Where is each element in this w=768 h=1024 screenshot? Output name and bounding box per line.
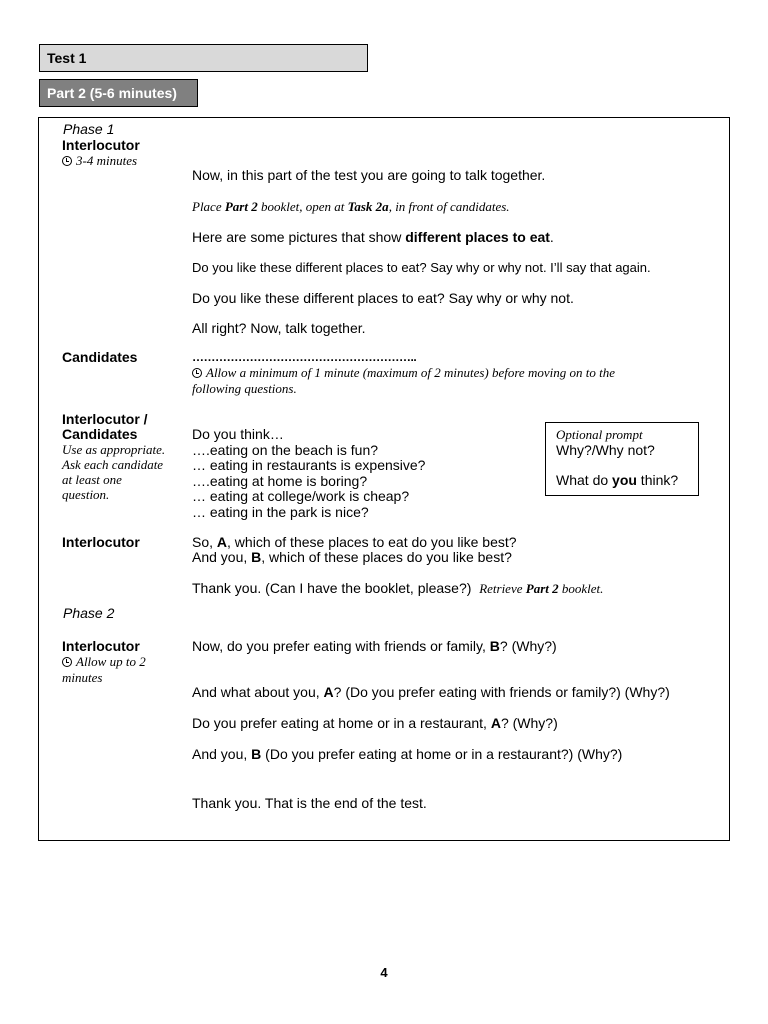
use-note-2: Ask each candidate: [62, 457, 164, 472]
phase2-question-2: [192, 684, 670, 700]
use-note-3: at least one: [62, 472, 122, 487]
allow-text-1: Allow a minimum of 1 minute (maximum of 2 minutes) before moving on to the: [206, 365, 615, 380]
p2q1-bold: B: [489, 638, 500, 654]
think-intro: Do you think…: [192, 426, 284, 442]
p2q2-bold: A: [323, 684, 334, 700]
question-1: ….eating on the beach is fun?: [192, 442, 379, 458]
p2q3-post: ? (Why?): [500, 715, 558, 731]
phase1-line5: All right? Now, talk together.: [192, 320, 366, 336]
optional-prompt-title: Optional prompt: [556, 427, 643, 442]
p2q1-pre: Now, do you prefer eating with friends or family,: [192, 638, 490, 654]
prompt-l2-pre: What do: [556, 472, 613, 488]
candidates-label: Candidates: [62, 349, 138, 365]
phase1-line3: Do you like these different places to eat? Say why or why not. I’ll say that again.: [192, 260, 651, 275]
so-bold: A: [216, 534, 228, 550]
phase2-role: Interlocutor: [62, 638, 140, 654]
phase2-question-3: [192, 715, 558, 731]
candidates-label-2: Candidates: [62, 426, 138, 442]
phase1-line2: [192, 229, 554, 245]
prompt-l2-bold: you: [612, 472, 637, 488]
question-5: … eating in the park is nice?: [192, 504, 369, 520]
test-title: Test 1: [39, 44, 368, 72]
clock-icon: [62, 657, 72, 667]
question-4: … eating at college/work is cheap?: [192, 488, 410, 504]
phase1-label: Phase 1: [63, 121, 115, 137]
retrieve-post: booklet.: [558, 581, 604, 596]
end-line: Thank you. That is the end of the test.: [192, 795, 427, 811]
p2q4-pre: And you,: [192, 746, 252, 762]
and-pre: And you,: [192, 549, 252, 565]
question-3: ….eating at home is boring?: [192, 473, 368, 489]
page-number: 4: [380, 965, 388, 980]
line2-bold: different places to eat: [405, 229, 550, 245]
retrieve-note: [479, 581, 603, 596]
and-question: [192, 549, 512, 565]
phase1-time-text: 3-4 minutes: [76, 153, 138, 168]
use-note-1: Use as appropriate.: [62, 442, 166, 457]
phase2-label: Phase 2: [63, 605, 115, 621]
p2q1-post: ? (Why?): [499, 638, 557, 654]
instr-mid: booklet, open at: [257, 199, 348, 214]
so-pre: So,: [192, 534, 217, 550]
instr-pre: Place: [192, 199, 225, 214]
phase1-role: Interlocutor: [62, 137, 140, 153]
p2q2-pre: And what about you,: [192, 684, 324, 700]
allow-note-2: following questions.: [192, 381, 297, 396]
dotted-line: …………………………………………………..: [192, 350, 417, 364]
prompt-l2-post: think?: [636, 472, 679, 488]
prompt-line-1: Why?/Why not?: [556, 442, 655, 458]
p2q2-post: ? (Do you prefer eating with friends or family?) (Why?): [333, 684, 670, 700]
allow-note-1: [192, 365, 615, 381]
instr-task: Task 2a: [347, 199, 389, 214]
line2-pre: Here are some pictures that show: [192, 229, 406, 245]
retrieve-bold: Part 2: [525, 581, 559, 596]
question-2: … eating in restaurants is expensive?: [192, 457, 426, 473]
p2q4-post: (Do you prefer eating at home or in a restaurant?) (Why?): [261, 746, 623, 762]
use-note-4: question.: [62, 487, 110, 502]
thanks-text: Thank you. (Can I have the booklet, please?): [192, 580, 472, 596]
thanks-line: [192, 580, 603, 597]
p2q3-pre: Do you prefer eating at home or in a restaurant,: [192, 715, 491, 731]
interlocutor-label-2: Interlocutor: [62, 534, 140, 550]
phase1-instruction: [192, 199, 510, 215]
and-bold: B: [251, 549, 262, 565]
p2q4-bold: B: [251, 746, 262, 762]
so-question: [192, 534, 517, 550]
and-post: , which of these places do you like best?: [261, 549, 512, 565]
phase1-line1: Now, in this part of the test you are going to talk together.: [192, 167, 546, 183]
phase1-time: [62, 153, 137, 169]
instr-post: , in front of candidates.: [388, 199, 510, 214]
clock-icon: [192, 368, 202, 378]
interlocutor-candidates-label: Interlocutor /: [62, 411, 148, 427]
line2-post: .: [549, 229, 554, 245]
retrieve-pre: Retrieve: [479, 581, 526, 596]
phase1-line4: Do you like these different places to eat? Say why or why not.: [192, 290, 574, 306]
so-post: , which of these places to eat do you like best?: [227, 534, 517, 550]
clock-icon: [62, 156, 72, 166]
part-title: Part 2 (5-6 minutes): [39, 79, 198, 107]
instr-part: Part 2: [224, 199, 258, 214]
phase2-question-4: [192, 746, 622, 762]
phase2-question-1: [192, 638, 557, 654]
prompt-line-2: [556, 472, 678, 488]
phase2-allow-text: Allow up to 2: [76, 654, 146, 669]
p2q3-bold: A: [490, 715, 501, 731]
phase2-allow-2: minutes: [62, 670, 103, 685]
phase2-allow-1: [62, 654, 146, 670]
